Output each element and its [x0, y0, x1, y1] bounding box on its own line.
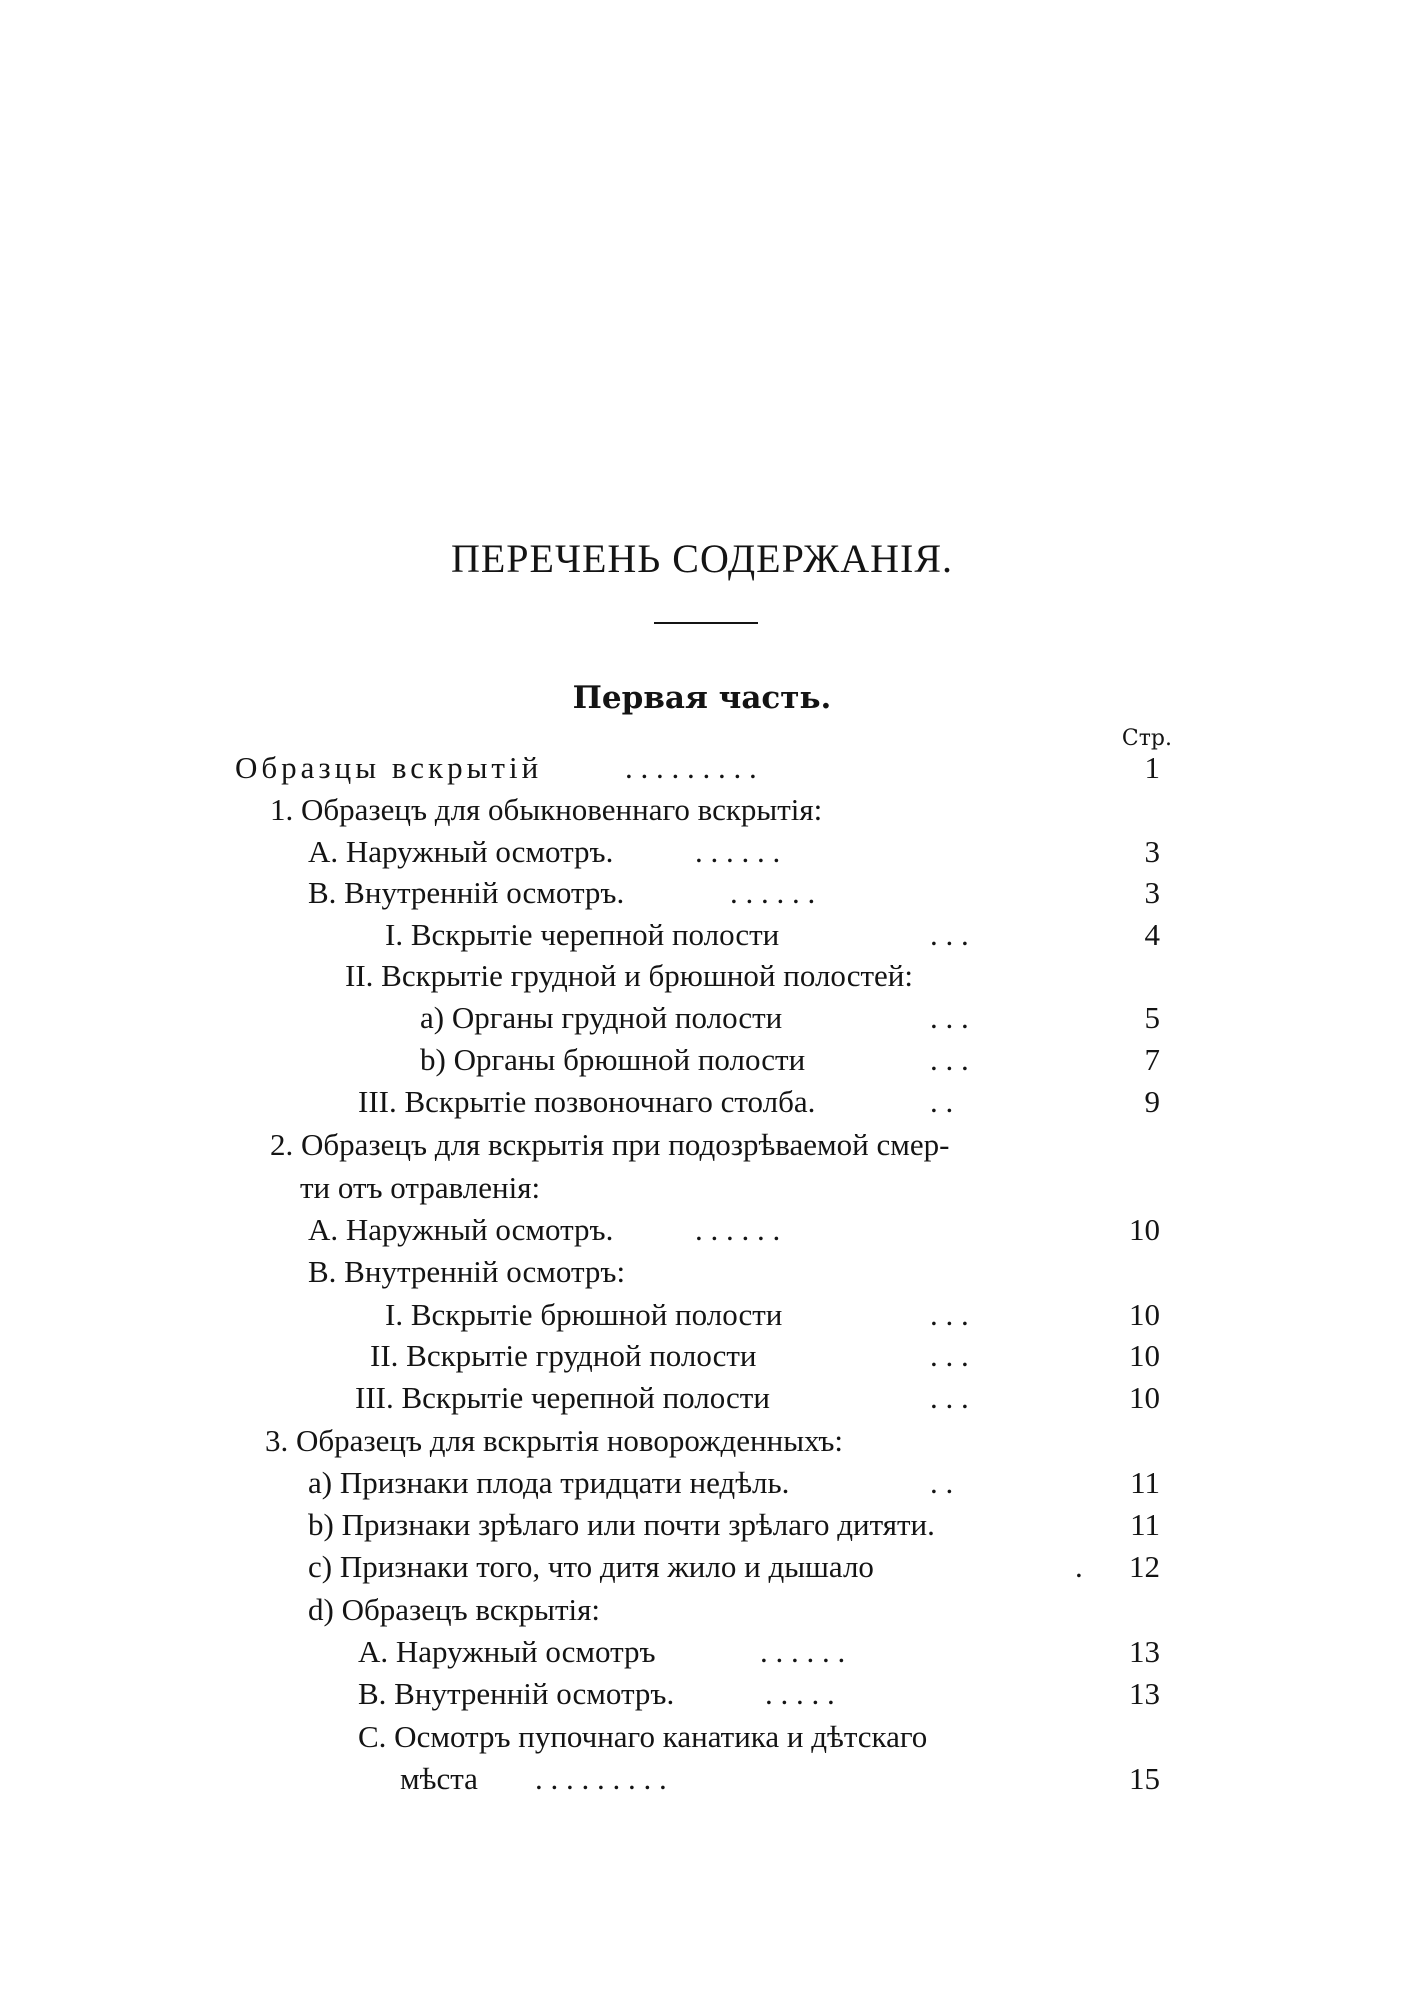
- toc-entry-label: I. Вскрытіе брюшной полости: [385, 1297, 783, 1332]
- toc-page-number: 10: [1129, 1380, 1160, 1415]
- toc-entry-label: B. Внутренній осмотръ.: [358, 1676, 675, 1711]
- toc-leader-dots: . .: [930, 1084, 954, 1119]
- toc-page-number: 10: [1129, 1212, 1160, 1247]
- toc-entry: [358, 1632, 1160, 1672]
- toc-entry: [355, 1378, 1160, 1418]
- page-title: ПЕРЕЧЕНЬ СОДЕРЖАНІЯ.: [450, 536, 954, 581]
- toc-entry: [270, 1125, 1160, 1165]
- toc-entry: [308, 1505, 1160, 1545]
- page-column-label: Стр.: [1121, 726, 1172, 751]
- toc-entry-label: A. Наружный осмотръ: [358, 1634, 656, 1669]
- toc-page-number: 15: [1129, 1761, 1160, 1796]
- toc-page-number: 3: [1144, 875, 1160, 910]
- toc-entry: [358, 1717, 1160, 1757]
- toc-entry-label: II. Вскрытіе грудной и брюшной полостей:: [345, 958, 913, 993]
- toc-entry: [370, 1336, 1160, 1376]
- toc-entry-label: A. Наружный осмотръ.: [308, 834, 614, 869]
- toc-page-number: 4: [1144, 917, 1160, 952]
- toc-entry-label: мѣста: [400, 1761, 478, 1796]
- toc-entry: [300, 1168, 1160, 1208]
- toc-entry: [308, 1463, 1160, 1503]
- toc-entry-label: b) Признаки зрѣлаго или почти зрѣлаго дитяти.: [308, 1507, 935, 1542]
- toc-leader-dots: . . .: [930, 1297, 969, 1332]
- toc-entry-label: ти отъ отравленія:: [300, 1170, 541, 1205]
- toc-page-number: 11: [1130, 1507, 1160, 1542]
- title-divider: [654, 622, 758, 624]
- toc-entry: [400, 1759, 1160, 1799]
- toc-entry-label: I. Вскрытіе черепной полости: [385, 917, 780, 952]
- toc-leader-dots: . . . . . .: [695, 1212, 781, 1247]
- toc-entry-label: B. Внутренній осмотръ.: [308, 875, 625, 910]
- toc-leader-dots: . . . . . . . . .: [625, 750, 757, 785]
- toc-entry: [308, 1210, 1160, 1250]
- toc-entry: [385, 1295, 1160, 1335]
- toc-entry: [385, 915, 1160, 955]
- toc-leader-dots: . . .: [930, 1338, 969, 1373]
- toc-entry-label: C. Осмотръ пупочнаго канатика и дѣтскаго: [358, 1719, 928, 1754]
- toc-page-number: 13: [1129, 1634, 1160, 1669]
- toc-entry: [345, 956, 1160, 996]
- toc-page-number: 9: [1144, 1084, 1160, 1119]
- toc-entry-label: d) Образецъ вскрытія:: [308, 1592, 601, 1627]
- toc-entry-label: c) Признаки того, что дитя жило и дышало: [308, 1549, 874, 1584]
- toc-entry-label: II. Вскрытіе грудной полости: [370, 1338, 757, 1373]
- toc-entry-label: Образцы вскрытій: [235, 750, 543, 785]
- toc-leader-dots: . . . . . .: [730, 875, 816, 910]
- toc-leader-dots: . . .: [930, 1042, 969, 1077]
- toc-entry: [308, 1252, 1160, 1292]
- toc-leader-dots: . . . . .: [765, 1676, 835, 1711]
- toc-leader-dots: . . .: [930, 1380, 969, 1415]
- toc-entry-label: 1. Образецъ для обыкновеннаго вскрытія:: [270, 792, 823, 827]
- toc-leader-dots: . . . . . .: [695, 834, 781, 869]
- toc-page-number: 7: [1144, 1042, 1160, 1077]
- toc-entry-label: B. Внутренній осмотръ:: [308, 1254, 626, 1289]
- toc-entry: [420, 998, 1160, 1038]
- toc-entry-label: III. Вскрытіе позвоночнаго столба.: [358, 1084, 816, 1119]
- toc-entry: [308, 873, 1160, 913]
- toc-entry-label: 3. Образецъ для вскрытія новорожденныхъ:: [265, 1423, 843, 1458]
- toc-entry: [308, 1590, 1160, 1630]
- toc-page-number: 10: [1129, 1338, 1160, 1373]
- toc-page-number: 13: [1129, 1676, 1160, 1711]
- toc-entry-label: III. Вскрытіе черепной полости: [355, 1380, 770, 1415]
- toc-page-number: 10: [1129, 1297, 1160, 1332]
- toc-leader-dots: . . . . . . . . .: [535, 1761, 667, 1796]
- toc-page-number: 1: [1144, 750, 1160, 785]
- toc-entry: [235, 748, 1160, 788]
- toc-entry-label: a) Органы грудной полости: [420, 1000, 783, 1035]
- toc-leader-dots: . .: [930, 1465, 954, 1500]
- toc-leader-dots: . . .: [930, 917, 969, 952]
- toc-entry-label: 2. Образецъ для вскрытія при подозрѣваемой смер-: [270, 1127, 950, 1162]
- toc-entry: [358, 1674, 1160, 1714]
- toc-page-number: 5: [1144, 1000, 1160, 1035]
- toc-page-number: 3: [1144, 834, 1160, 869]
- toc-entry-label: b) Органы брюшной полости: [420, 1042, 806, 1077]
- toc-leader-dots: . . . . . .: [760, 1634, 846, 1669]
- toc-entry: [420, 1040, 1160, 1080]
- toc-entry: [308, 1547, 1160, 1587]
- toc-entry-label: A. Наружный осмотръ.: [308, 1212, 614, 1247]
- toc-entry-label: a) Признаки плода тридцати недѣль.: [308, 1465, 790, 1500]
- toc-leader-dots: .: [1075, 1549, 1083, 1584]
- toc-leader-dots: . . .: [930, 1000, 969, 1035]
- part-heading: Первая часть.: [572, 680, 832, 716]
- toc-entry: [358, 1082, 1160, 1122]
- toc-entry: [265, 1421, 1160, 1461]
- toc-page-number: 11: [1130, 1465, 1160, 1500]
- toc-entry: [308, 832, 1160, 872]
- toc-page-number: 12: [1129, 1549, 1160, 1584]
- toc-entry: [270, 790, 1160, 830]
